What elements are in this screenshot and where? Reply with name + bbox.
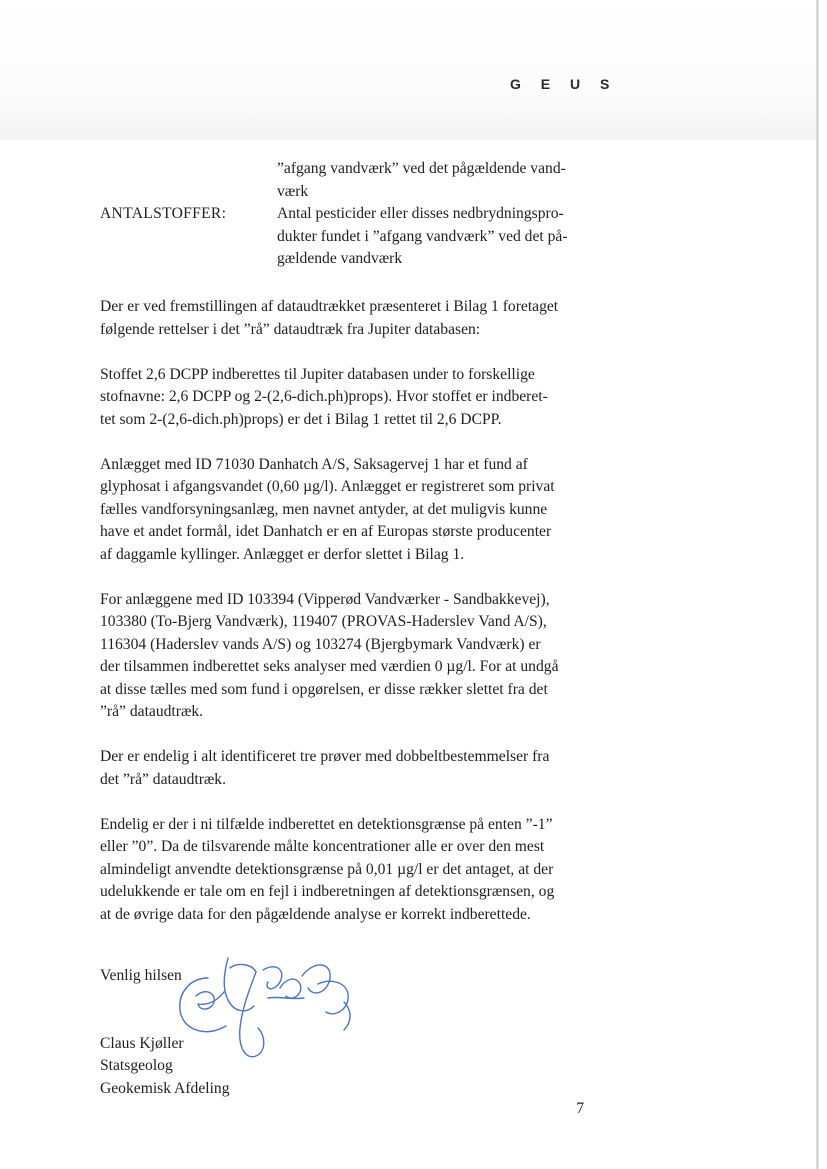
definition-row bbox=[100, 158, 582, 203]
signer-name: Claus Kjøller bbox=[100, 1034, 184, 1052]
paragraph: Anlægget med ID 71030 Danhatch A/S, Saksagervej 1 har et fund af glyphosat i afgangsvandet (0,60 µg/l). Anlægget er registreret som privat fælles vandforsyningsanlæg, men navnet antyder, at det muligvis kunne have et andet formål, idet Danhatch er en af Europas største producenter af daggamle kyllinger. Anlægget er derfor slettet i Bilag 1. bbox=[100, 455, 555, 563]
geus-logo: G E U S bbox=[510, 76, 618, 92]
paragraph: Der er ved fremstillingen af dataudtrækket præsenteret i Bilag 1 foretaget følgende rettelser i det ”rå” dataudtræk fra Jupiter databasen: bbox=[100, 298, 559, 338]
signer-department: Geokemisk Afdeling bbox=[100, 1079, 230, 1097]
scan-edge bbox=[816, 0, 819, 1169]
page-number: 7 bbox=[576, 1100, 584, 1117]
definition-term: ANTALSTOFFER: bbox=[100, 205, 227, 222]
handwritten-signature bbox=[168, 948, 368, 1068]
definition-description: ”afgang vandværk” ved det pågældende vand- værk bbox=[277, 160, 566, 200]
paragraph: For anlæggene med ID 103394 (Vipperød Vandværker - Sandbakkevej), 103380 (To-Bjerg Vandværk), 119407 (PROVAS-Haderslev Vand A/S), 116304 (Haderslev vands A/S) og 103274 (Bjergbymark Vandværk) er der tilsammen indberettet seks analyser med værdien 0 µg/l. For at undgå at disse tælles med som fund i opgørelsen, er disse rækker slettet fra det ”rå” dataudtræk. bbox=[100, 590, 559, 720]
paragraph: Der er endelig i alt identificeret tre prøver med dobbeltbestemmelser fra det ”rå” dataudtræk. bbox=[100, 748, 550, 788]
definition-row bbox=[100, 203, 582, 271]
definition-description: Antal pesticider eller disses nedbrydningspro- dukter fundet i ”afgang vandværk” ved det på- gældende vandværk bbox=[277, 205, 568, 267]
body-text bbox=[100, 296, 580, 926]
header-band bbox=[0, 0, 818, 140]
definitions-list bbox=[100, 158, 582, 271]
signer-title: Statsgeolog bbox=[100, 1057, 173, 1074]
paragraph: Stoffet 2,6 DCPP indberettes til Jupiter databasen under to forskellige stofnavne: 2,6 DCPP og 2-(2,6-dich.ph)props). Hvor stoffet er indberet- tet som 2-(2,6-dich.ph)props) er det i Bilag 1 rettet til 2,6 DCPP. bbox=[100, 365, 548, 428]
paragraph: Endelig er der i ni tilfælde indberettet en detektionsgrænse på enten ”-1” eller ”0”. Da de tilsvarende målte koncentrationer alle er over den mest almindeligt anvendte detektionsgrænse på 0,01 µg/l er det antaget, at der udelukkende er tale om en fejl i indberetningen af detektionsgrænsen, og at de øvrige data for den pågældende analyse er korrekt indberettede. bbox=[100, 815, 555, 923]
greeting: Venlig hilsen bbox=[100, 967, 182, 984]
